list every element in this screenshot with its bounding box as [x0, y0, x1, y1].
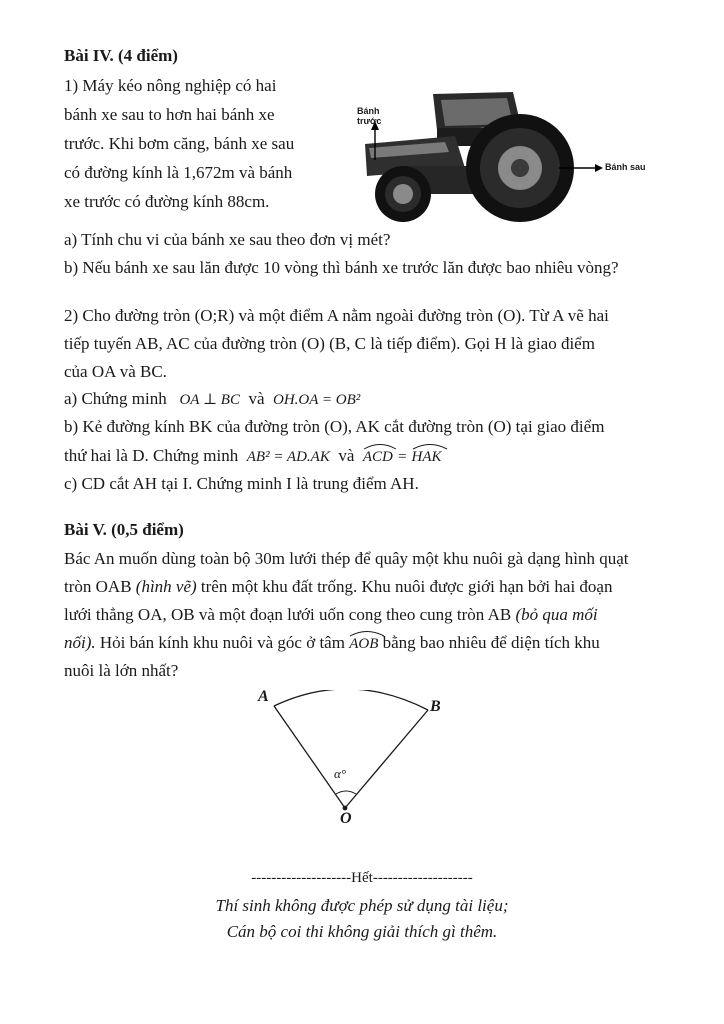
footer-note-1: Thí sinh không được phép sử dụng tài liệu;: [215, 896, 509, 915]
p5-line-3: [64, 605, 598, 625]
p5-line-2: [64, 577, 612, 597]
angle-alpha-label: α°: [334, 766, 347, 781]
arc-hak-label: HAK: [411, 449, 442, 465]
p5-line-1: Bác An muốn dùng toàn bộ 30m lưới thép để quây một khu nuôi gà dạng hình quạt: [64, 549, 629, 568]
p2-qb-math-1: AB² = AD.AK: [246, 449, 330, 465]
rear-wheel-label: Bánh sau: [605, 162, 646, 172]
p2-qa-math-2: OH.OA = OB²: [273, 392, 361, 408]
end-marker: --------------------Hết--------------------: [251, 870, 473, 886]
radius-oa: [274, 706, 345, 808]
p5-line-4: [64, 633, 600, 653]
p2-qa-prefix: a) Chứng minh: [64, 389, 167, 408]
section-5-title: Bài V. (0,5 điểm): [64, 520, 184, 539]
p2-question-b-line-1: b) Kẻ đường kính BK của đường tròn (O), AK cắt đường tròn (O) tại giao điểm: [64, 417, 605, 436]
arc-mark-icon: [349, 629, 385, 637]
p5-line-5: nuôi là lớn nhất?: [64, 661, 179, 680]
arc-aob-label: AOB: [349, 636, 379, 652]
p5-line-2-text-b: trên một khu đất trống. Khu nuôi được giới hạn bởi hai đoạn: [200, 577, 613, 596]
tractor-figure: [345, 86, 675, 224]
arc-acd: [363, 449, 393, 466]
arc-ab: [274, 690, 428, 710]
arc-acd-label: ACD: [362, 449, 393, 465]
tractor-illustration: [345, 86, 675, 224]
p5-line-4-text-a: Hỏi bán kính khu nuôi và góc ở tâm: [99, 633, 345, 652]
footer-note-2: Cán bộ coi thi không giải thích gì thêm.: [226, 922, 498, 941]
p2-qa-and: và: [248, 389, 265, 408]
p2-question-a: [64, 389, 360, 409]
p2-line-3: của OA và BC.: [64, 362, 167, 381]
p2-qb-prefix: thứ hai là D. Chứng minh: [64, 446, 239, 465]
p2-qb-and: và: [338, 446, 355, 465]
p2-question-b-line-2: [64, 446, 442, 466]
p2-question-c: c) CD cắt AH tại I. Chứng minh I là trung điểm AH.: [64, 474, 419, 493]
point-a-label: A: [258, 688, 269, 705]
front-wheel-label-1: Bánh: [357, 106, 380, 116]
p5-line-2-italic: (hình vẽ): [135, 577, 197, 596]
p1-question-b: b) Nếu bánh xe sau lăn được 10 vòng thì bánh xe trước lăn được bao nhiêu vòng?: [64, 258, 619, 277]
p5-line-4-italic: nối).: [64, 633, 96, 652]
arc-hak: [412, 449, 442, 466]
front-wheel-label-2: trước: [357, 116, 382, 126]
p2-qb-eq: =: [397, 449, 408, 465]
p1-question-a: a) Tính chu vi của bánh xe sau theo đơn vị mét?: [64, 230, 391, 249]
p5-line-4-text-b: bằng bao nhiêu để diện tích khu: [382, 633, 600, 652]
p1-line-1: 1) Máy kéo nông nghiệp có hai: [64, 76, 277, 95]
point-b-label: B: [430, 698, 441, 715]
p1-line-4: có đường kính là 1,672m và bánh: [64, 163, 293, 182]
p2-line-1: 2) Cho đường tròn (O;R) và một điểm A nằm ngoài đường tròn (O). Từ A vẽ hai: [64, 306, 609, 325]
p2-qa-math-1: OA ⊥ BC: [179, 392, 240, 408]
section-4-title: Bài IV. (4 điểm): [64, 46, 178, 65]
point-o-label: O: [340, 810, 352, 827]
p5-line-2-text-a: tròn OAB: [64, 577, 132, 596]
p5-line-3-italic: (bỏ qua mối: [515, 605, 598, 624]
p1-line-3: trước. Khi bơm căng, bánh xe sau: [64, 134, 295, 153]
radius-ob: [345, 710, 428, 808]
p1-line-2: bánh xe sau to hơn hai bánh xe: [64, 105, 275, 124]
p1-line-5: xe trước có đường kính 88cm.: [64, 192, 270, 211]
angle-mark: [336, 791, 356, 794]
p2-line-2: tiếp tuyến AB, AC của đường tròn (O) (B, C là tiếp điểm). Gọi H là giao điểm: [64, 334, 595, 353]
p5-line-3-text: lưới thẳng OA, OB và một đoạn lưới uốn cong theo cung tròn AB: [64, 605, 512, 624]
arc-aob: [349, 636, 378, 653]
arc-mark-icon: [363, 442, 397, 450]
arc-mark-icon: [412, 442, 448, 450]
